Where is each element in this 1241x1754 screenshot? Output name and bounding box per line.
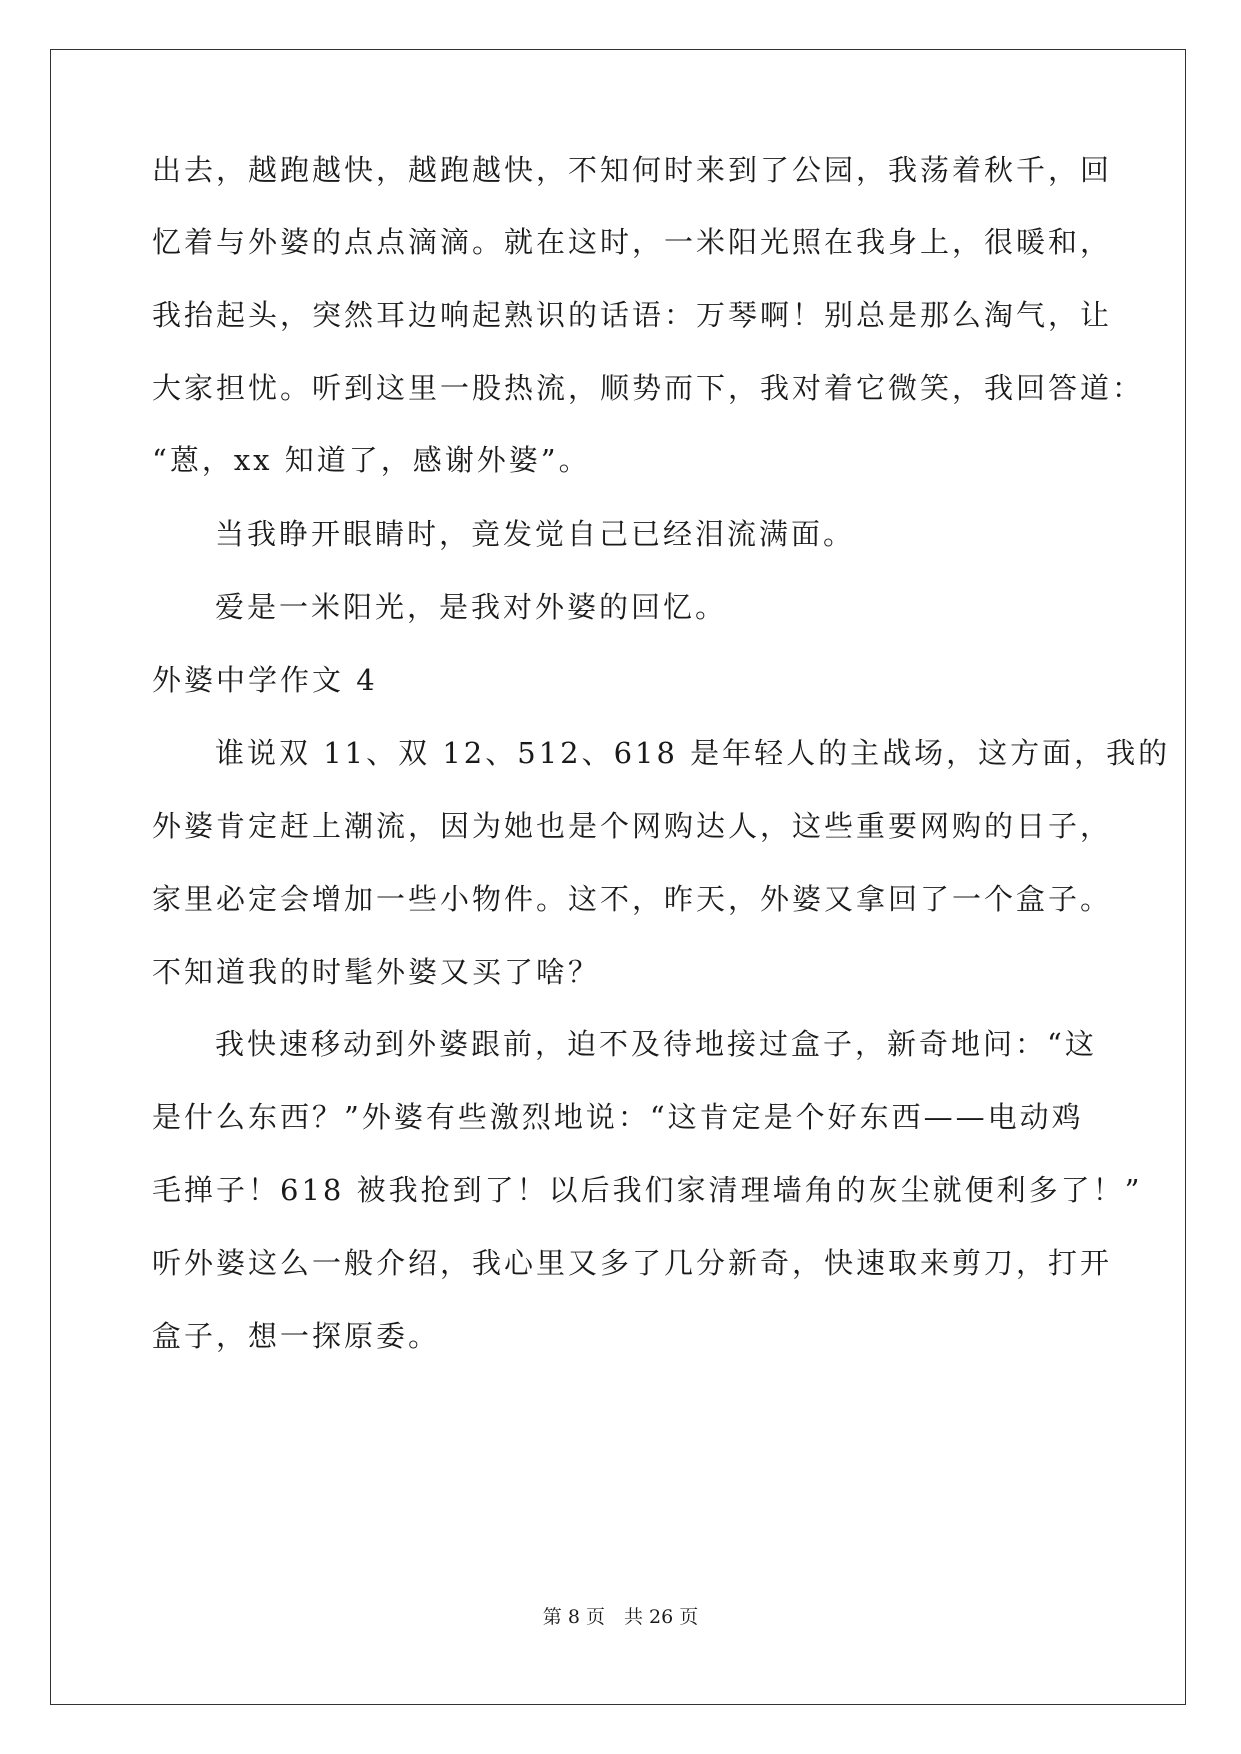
text-line-16: 听外婆这么一般介绍，我心里又多了几分新奇，快速取来剪刀，打开 (152, 1246, 1113, 1280)
text-line-12: 不知道我的时髦外婆又买了啥？ (152, 955, 601, 989)
text-line-1: 出去，越跑越快，越跑越快，不知何时来到了公园，我荡着秋千，回 (152, 153, 1113, 187)
text-line-2: 忆着与外婆的点点滴滴。就在这时，一米阳光照在我身上，很暖和， (152, 225, 1113, 259)
text-line-15: 毛掸子！618 被我抢到了！以后我们家清理墙角的灰尘就便利多了！” (152, 1173, 1143, 1207)
text-line-17: 盒子，想一探原委。 (152, 1319, 441, 1353)
text-line-10: 外婆肯定赶上潮流，因为她也是个网购达人，这些重要网购的日子， (152, 809, 1113, 843)
text-line-11: 家里必定会增加一些小物件。这不，昨天，外婆又拿回了一个盒子。 (152, 882, 1113, 916)
text-line-3: 我抬起头，突然耳边响起熟识的话语：万琴啊！别总是那么淘气，让 (152, 298, 1113, 332)
text-line-13: 我快速移动到外婆跟前，迫不及待地接过盒子，新奇地问：“这 (215, 1027, 1097, 1061)
page-number: 第 8 页 共 26 页 (542, 1606, 699, 1628)
text-line-9: 谁说双 11、双 12、512、618 是年轻人的主战场，这方面，我的 (215, 736, 1171, 770)
section-heading: 外婆中学作文 4 (152, 663, 378, 697)
text-line-6: 当我睁开眼睛时，竟发觉自己已经泪流满面。 (215, 517, 856, 551)
text-line-5: “蒽，xx 知道了，感谢外婆”。 (152, 443, 591, 477)
text-line-7: 爱是一米阳光，是我对外婆的回忆。 (215, 590, 728, 624)
text-line-4: 大家担忧。听到这里一股热流，顺势而下，我对着它微笑，我回答道： (152, 371, 1145, 405)
text-line-14: 是什么东西？”外婆有些激烈地说：“这肯定是个好东西——电动鸡 (152, 1100, 1084, 1134)
